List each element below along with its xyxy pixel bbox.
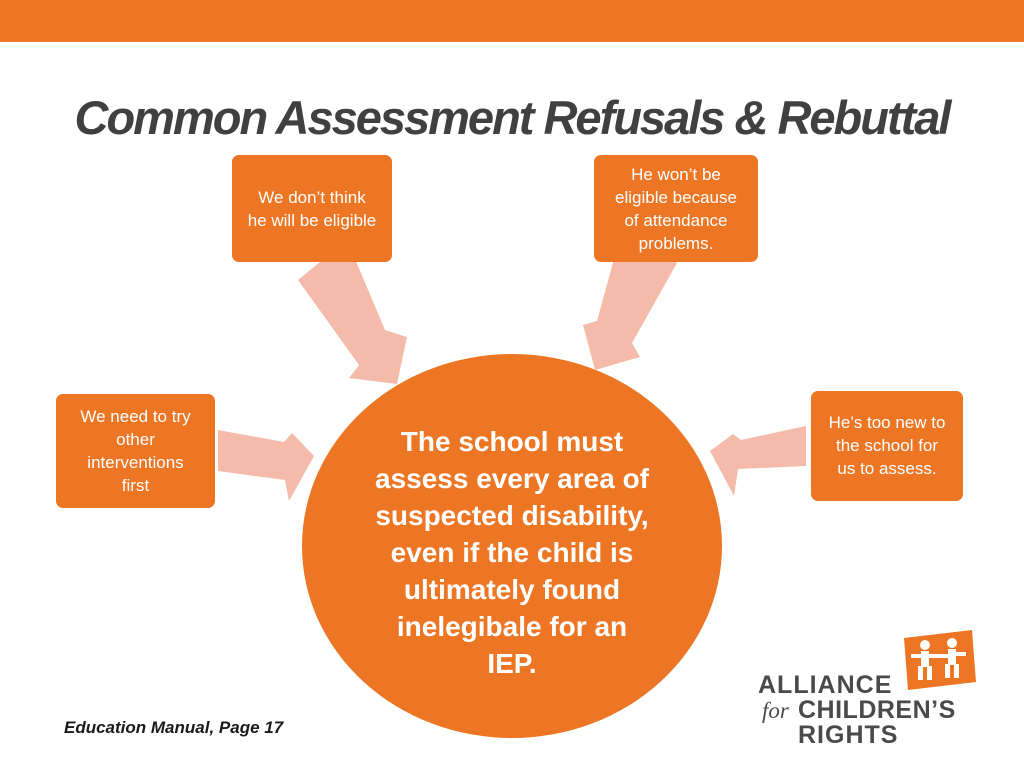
logo-text-line3: RIGHTS [798, 721, 899, 749]
arrow-left [218, 430, 314, 501]
rebuttal-circle [302, 354, 722, 738]
arrow-right [710, 426, 806, 496]
refusal-text: He won’t be eligible because of attendance problems. [615, 165, 737, 253]
refusal-box-top-left [232, 155, 392, 262]
alliance-logo [758, 628, 988, 748]
logo-text-line2: CHILDREN’S [798, 696, 956, 724]
refusal-box-right [811, 391, 963, 501]
logo-text-for: for [762, 698, 789, 723]
slide-title: Common Assessment Refusals & Rebuttal [74, 91, 950, 144]
refusal-box-left [56, 394, 215, 508]
logo-text-line1: ALLIANCE [758, 671, 893, 699]
rebuttal-text: The school must assess every area of suspected disability, even if the child is ultimately found inelegibale for an IEP. [375, 425, 649, 679]
refusal-text: We need to try other interventions first [80, 407, 191, 495]
footnote-source: Education Manual, Page 17 [64, 718, 284, 737]
refusal-box-top-right [594, 155, 758, 262]
refusal-text: We don’t think he will be eligible [247, 187, 377, 230]
refusal-text: He’s too new to the school for us to assess. [828, 413, 946, 478]
